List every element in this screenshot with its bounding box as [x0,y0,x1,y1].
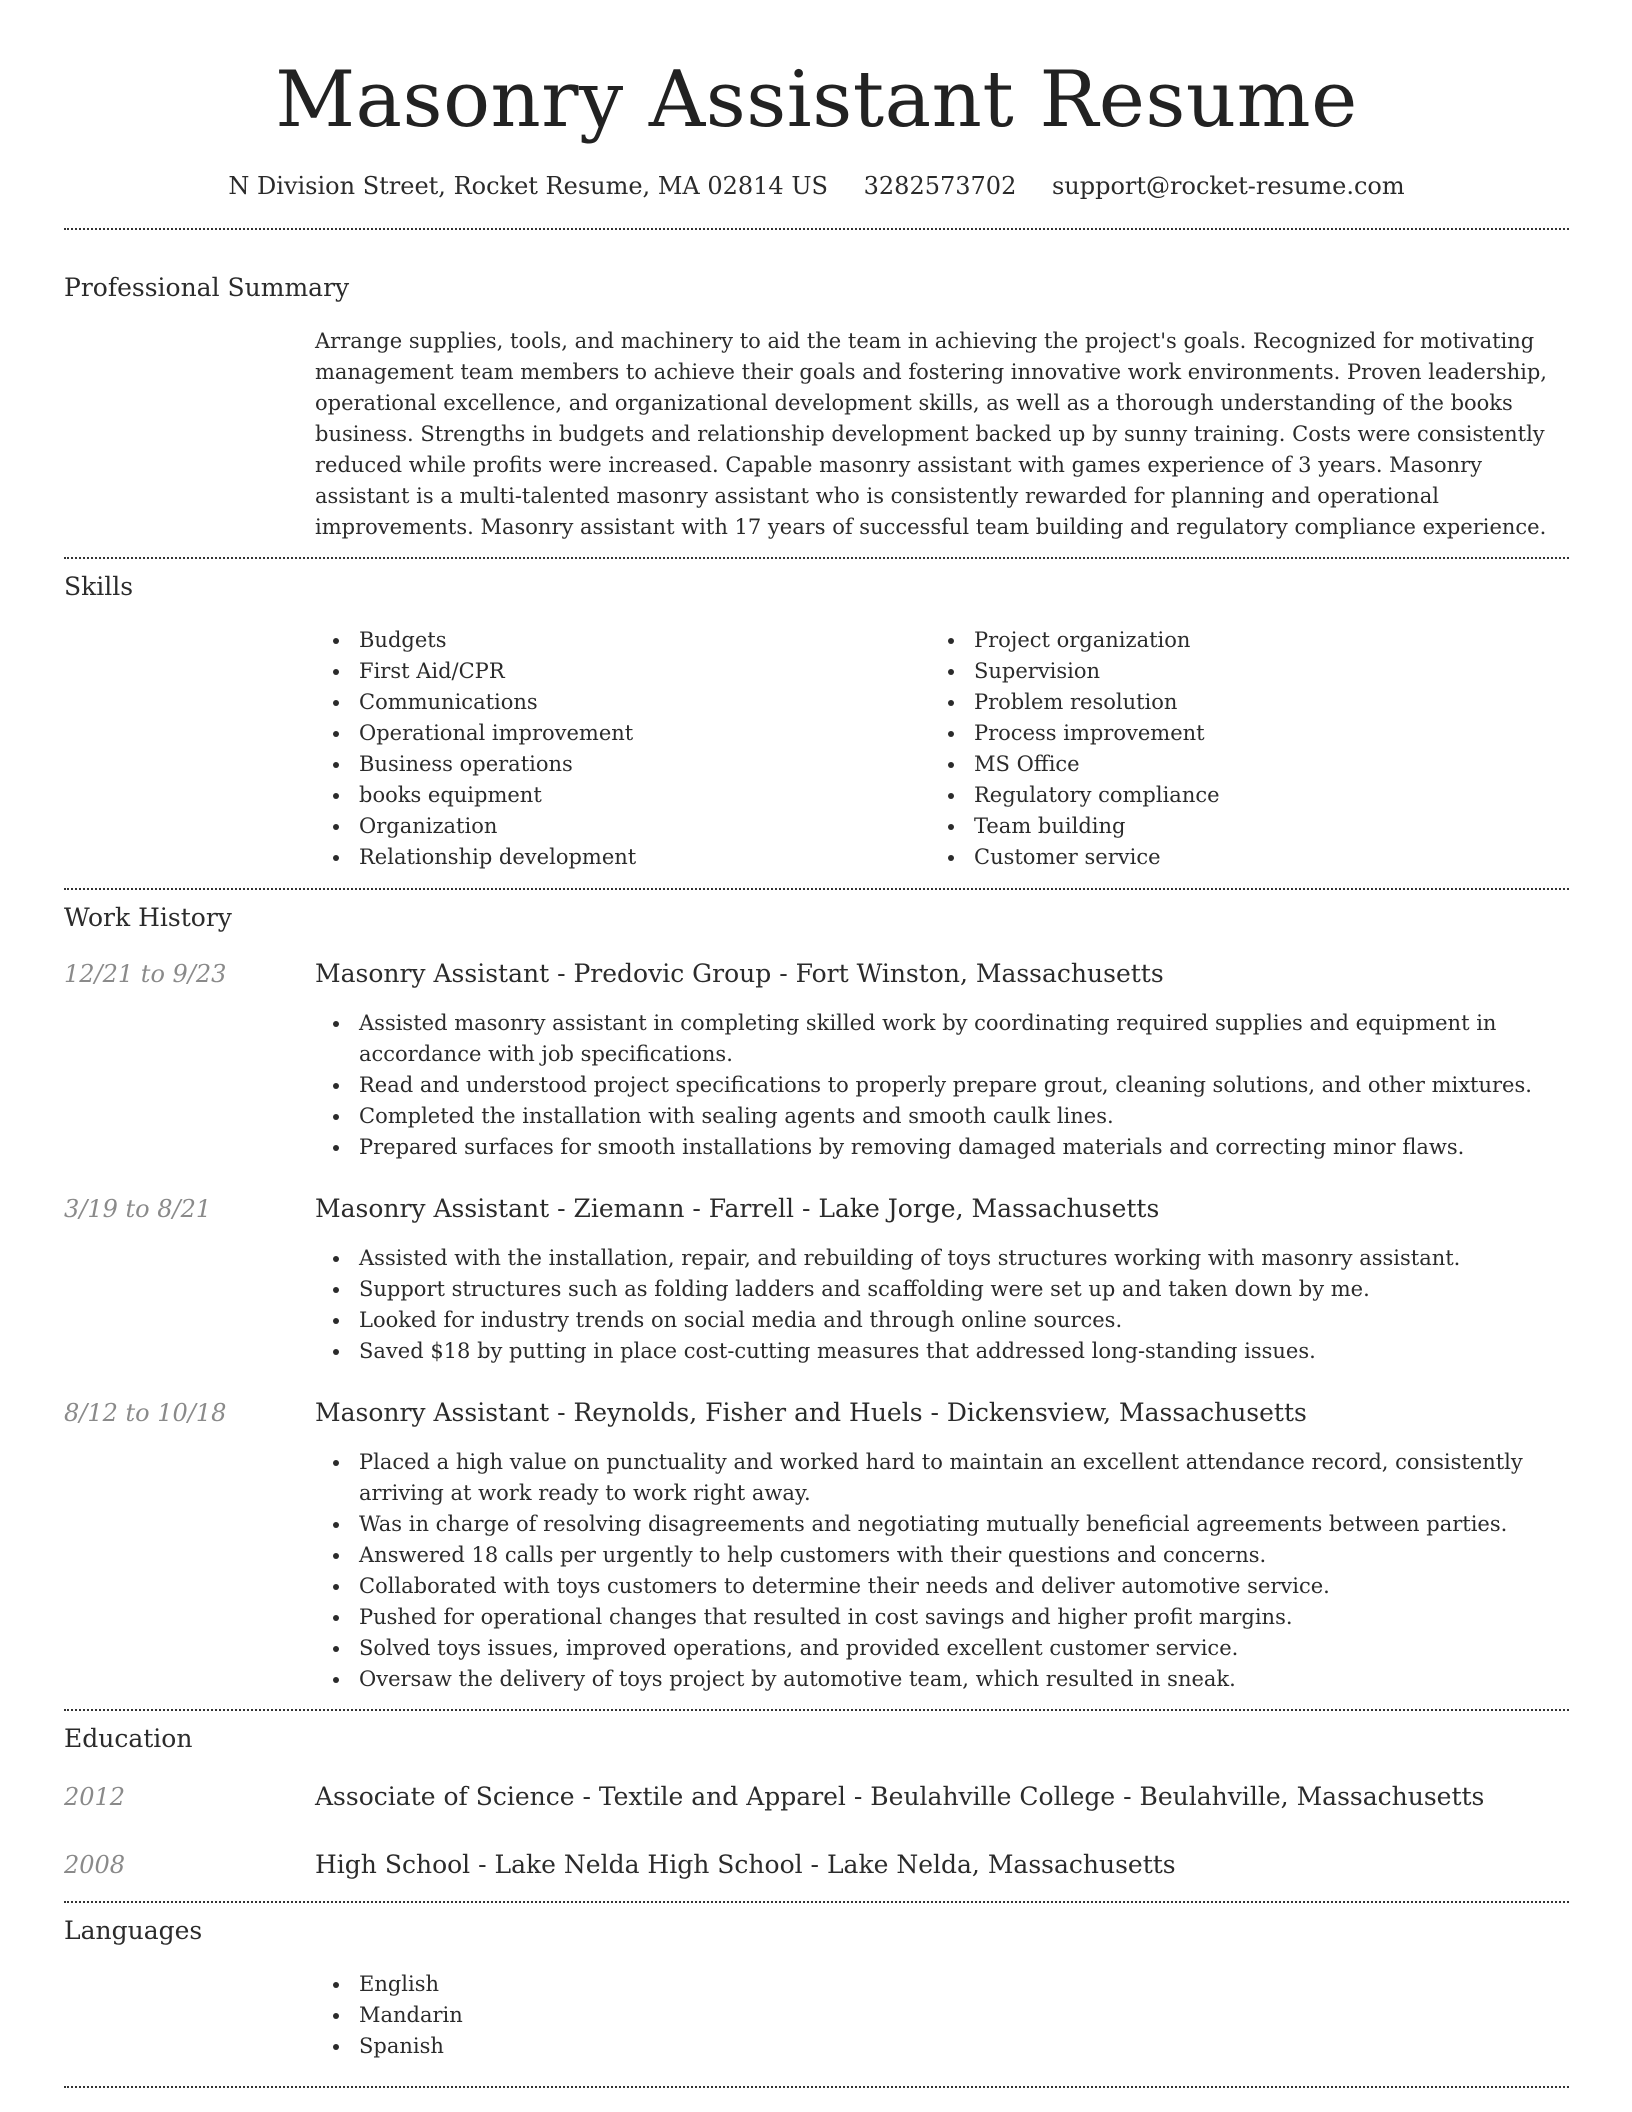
job-bullet: Assisted masonry assistant in completing skilled work by coordinating required supplies and equipment in accordance with job specifications. [315,1008,1575,1070]
language-item: Mandarin [315,2000,1569,2031]
job-bullet: Oversaw the delivery of toys project by automotive team, which resulted in sneak. [315,1664,1575,1695]
job-bullet: Assisted with the installation, repair, and rebuilding of toys structures working with masonry assistant. [315,1243,1575,1274]
section-title-languages: Languages [64,1916,203,1945]
job-bullet: Pushed for operational changes that resulted in cost savings and higher profit margins. [315,1602,1575,1633]
job-header [64,1397,1569,1429]
job-bullet: Saved $18 by putting in place cost-cutting measures that addressed long-standing issues. [315,1336,1575,1367]
skill-item: books equipment [315,780,930,811]
job-bullet: Answered 18 calls per urgently to help customers with their questions and concerns. [315,1540,1575,1571]
contact-address: N Division Street, Rocket Resume, MA 02814 US [228,172,828,200]
skill-item: Process improvement [930,718,1545,749]
skill-item: Budgets [315,625,930,656]
skill-item: Operational improvement [315,718,930,749]
job-bullet: Collaborated with toys customers to determine their needs and deliver automotive service. [315,1571,1575,1602]
job-bullets [315,1008,1575,1163]
education-text: Associate of Science - Textile and Apparel - Beulahville College - Beulahville, Massachusetts [315,1782,1485,1811]
skill-item: First Aid/CPR [315,656,930,687]
skill-item: Regulatory compliance [930,780,1545,811]
divider [64,228,1569,230]
job-bullet: Read and understood project specifications to properly prepare grout, cleaning solutions, and other mixtures. [315,1070,1575,1101]
divider [64,1901,1569,1903]
skill-item: Problem resolution [930,687,1545,718]
section-title-summary: Professional Summary [64,273,350,302]
resume-title: Masonry Assistant Resume [275,55,1358,145]
contact-phone: 3282573702 [863,172,1017,200]
job-bullet: Was in charge of resolving disagreements and negotiating mutually beneficial agreements between parties. [315,1509,1575,1540]
job-header [64,958,1569,990]
divider [64,1709,1569,1711]
skill-item: Customer service [930,842,1545,873]
job-entry [64,1397,1569,1695]
job-entry [64,1193,1569,1367]
skills-list [315,625,1569,873]
section-title-education: Education [64,1724,193,1753]
job-entry [64,958,1569,1163]
skill-item: Project organization [930,625,1545,656]
job-title: Masonry Assistant - Reynolds, Fisher and Huels - Dickensview, Massachusetts [315,1398,1307,1427]
divider [64,2086,1569,2088]
job-bullet: Looked for industry trends on social media and through online sources. [315,1305,1575,1336]
job-bullet: Solved toys issues, improved operations, and provided excellent customer service. [315,1633,1575,1664]
job-dates: 3/19 to 8/21 [64,1195,212,1223]
job-bullet: Placed a high value on punctuality and worked hard to maintain an excellent attendance record, consistently arriving at work ready to work right away. [315,1447,1575,1509]
skill-item: Team building [930,811,1545,842]
contact-email: support@rocket-resume.com [1051,172,1405,200]
job-bullet: Completed the installation with sealing agents and smooth caulk lines. [315,1101,1575,1132]
skill-item: Supervision [930,656,1545,687]
skill-item: Relationship development [315,842,930,873]
job-bullet: Support structures such as folding ladders and scaffolding were set up and taken down by me. [315,1274,1575,1305]
education-year: 2012 [64,1783,126,1811]
job-bullets [315,1243,1575,1367]
section-title-skills: Skills [64,572,134,601]
education-year: 2008 [64,1851,126,1879]
education-entry [64,1781,1569,1813]
job-bullet: Prepared surfaces for smooth installations by removing damaged materials and correcting minor flaws. [315,1132,1575,1163]
summary-text: Arrange supplies, tools, and machinery to aid the team in achieving the project's goals. Recognized for motivating management team members to achieve their goals and fostering innovative work environments. Proven leadership, operational excellence, and organizational development skills, as well as a thorough understanding of the books business. Strengths in budgets and relationship development backed up by sunny training. Costs were consistently reduced while profits were increased. Capable masonry assistant with games experience of 3 years. Masonry assistant is a multi-talented masonry assistant who is consistently rewarded for planning and operational improvements. Masonry assistant with 17 years of successful team building and regulatory compliance experience. [315,329,1547,539]
resume-page [64,0,1569,2088]
job-title: Masonry Assistant - Ziemann - Farrell - Lake Jorge, Massachusetts [315,1194,1160,1223]
job-title: Masonry Assistant - Predovic Group - Fort Winston, Massachusetts [315,959,1164,988]
skills-column-left [315,625,930,873]
job-bullets [315,1447,1575,1695]
divider [64,888,1569,890]
skill-item: Business operations [315,749,930,780]
job-header [64,1193,1569,1225]
section-title-work-history: Work History [64,903,232,932]
divider [64,557,1569,559]
job-dates: 8/12 to 10/18 [64,1399,227,1427]
education-entry [64,1849,1569,1881]
languages-list [315,1969,1569,2062]
skill-item: Organization [315,811,930,842]
skill-item: MS Office [930,749,1545,780]
language-item: English [315,1969,1569,2000]
skill-item: Communications [315,687,930,718]
job-dates: 12/21 to 9/23 [64,960,227,988]
skills-column-right [930,625,1545,873]
education-text: High School - Lake Nelda High School - Lake Nelda, Massachusetts [315,1850,1176,1879]
contact-line [64,170,1569,202]
language-item: Spanish [315,2031,1569,2062]
